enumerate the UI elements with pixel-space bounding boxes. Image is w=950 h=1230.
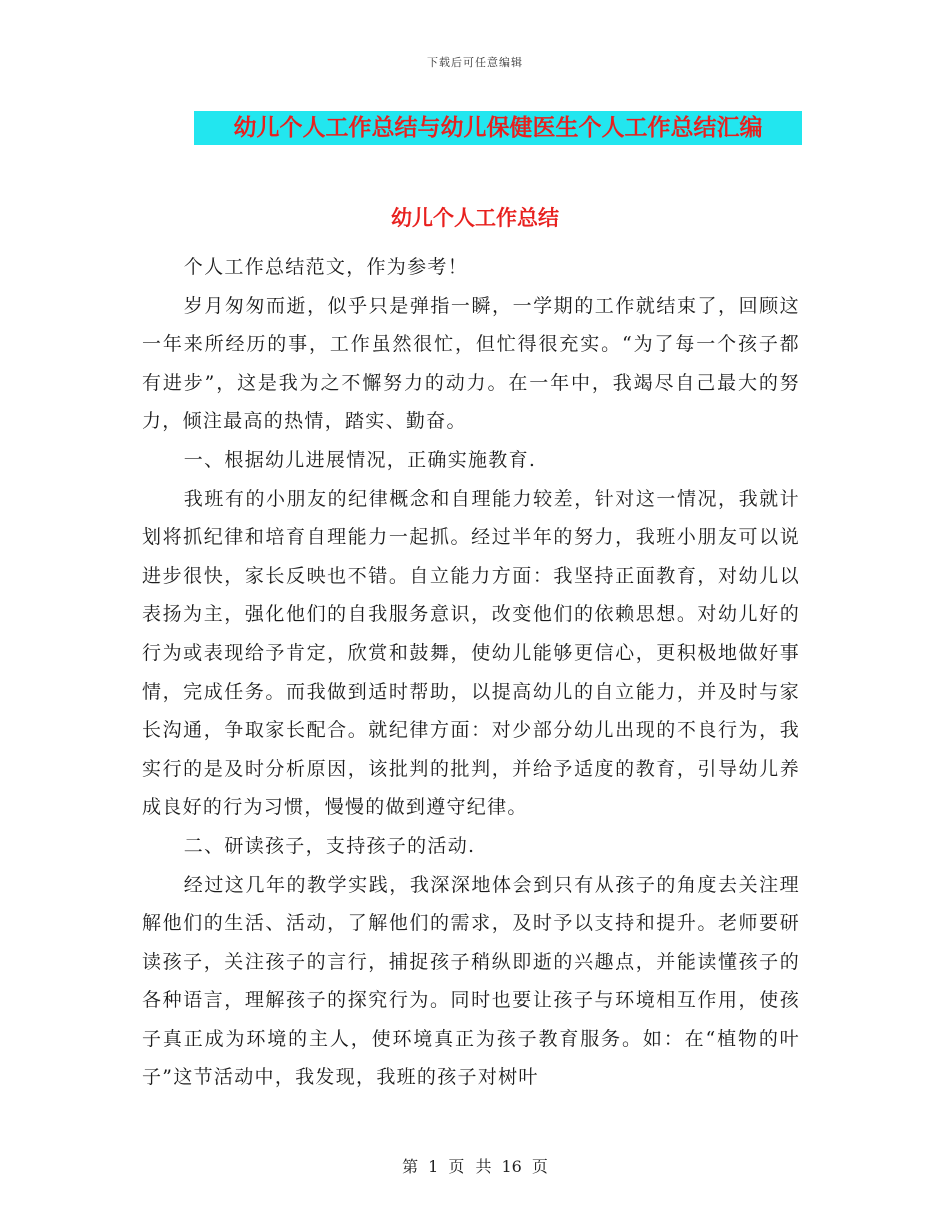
footer-prefix: 第: [402, 1157, 419, 1176]
footer-middle: 页 共: [448, 1157, 492, 1176]
footer-suffix: 页: [531, 1157, 548, 1176]
page-footer: [0, 1154, 950, 1177]
paragraph: 经过这几年的教学实践，我深深地体会到只有从孩子的角度去关注理解他们的生活、活动，了解他们的需求，及时予以支持和提升。老师要研读孩子，关注孩子的言行，捕捉孩子稍纵即逝的兴趣点，并能读懂孩子的各种语言，理解孩子的探究行为。同时也要让孩子与环境相互作用，使孩子真正成为环境的主人，使环境真正为孩子教育服务。如：在“植物的叶子”这节活动中，我发现，我班的孩子对树叶: [142, 873, 800, 1089]
paragraph-heading: 一、根据幼儿进展情况，正确实施教育.: [183, 448, 537, 471]
paragraph-heading: 二、研读孩子，支持孩子的活动.: [183, 834, 476, 857]
paragraph: 岁月匆匆而逝，似乎只是弹指一瞬，一学期的工作就结束了，回顾这一年来所经历的事，工作虽然很忙，但忙得很充实。“为了每一个孩子都有进步”，这是我为之不懈努力的动力。在一年中，我竭尽自己最大的努力，倾注最高的热情，踏实、勤奋。: [142, 294, 800, 433]
paragraph: 我班有的小朋友的纪律概念和自理能力较差，针对这一情况，我就计划将抓纪律和培育自理能力一起抓。经过半年的努力，我班小朋友可以说进步很快，家长反映也不错。自立能力方面：我坚持正面教育，对幼儿以表扬为主，强化他们的自我服务意识，改变他们的依赖思想。对幼儿好的行为或表现给予肯定，欣赏和鼓舞，使幼儿能够更信心，更积极地做好事情，完成任务。而我做到适时帮助，以提高幼儿的自立能力，并及时与家长沟通，争取家长配合。就纪律方面：对少部分幼儿出现的不良行为，我实行的是及时分析原因，该批判的批判，并给予适度的教育，引导幼儿养成良好的行为习惯，慢慢的做到遵守纪律。: [142, 487, 800, 819]
body-text: [142, 248, 800, 1097]
page-number: 1: [428, 1157, 439, 1176]
document-title: 幼儿个人工作总结与幼儿保健医生个人工作总结汇编: [194, 111, 802, 145]
section-title: 幼儿个人工作总结: [391, 206, 559, 230]
paragraph: 个人工作总结范文，作为参考！: [183, 256, 468, 278]
page-total: 16: [501, 1157, 522, 1176]
header-note: 下载后可任意编辑: [427, 56, 523, 69]
